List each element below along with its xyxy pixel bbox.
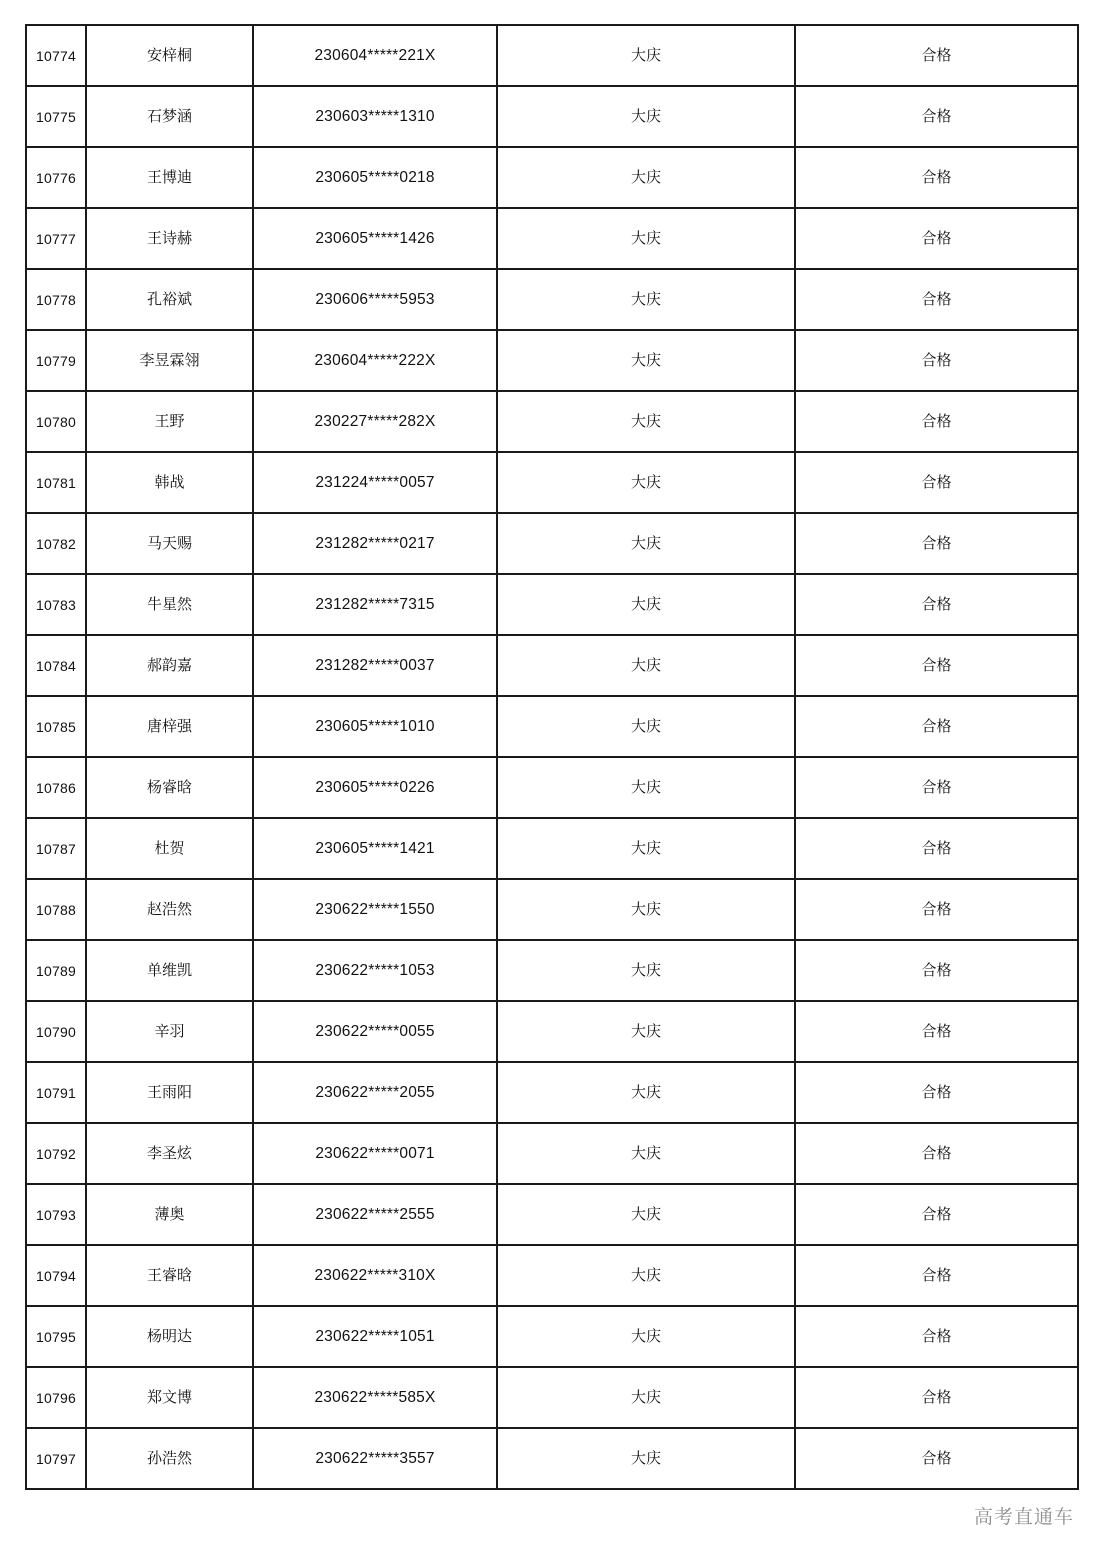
cell-result: 合格 — [795, 696, 1078, 757]
cell-serial-number: 10790 — [26, 1001, 86, 1062]
cell-serial-number: 10781 — [26, 452, 86, 513]
cell-serial-number: 10788 — [26, 879, 86, 940]
cell-serial-number: 10774 — [26, 25, 86, 86]
cell-result: 合格 — [795, 940, 1078, 1001]
table-row — [26, 879, 1078, 940]
cell-result: 合格 — [795, 25, 1078, 86]
cell-serial-number: 10775 — [26, 86, 86, 147]
cell-id-number: 230605*****1010 — [253, 696, 497, 757]
cell-name: 马天赐 — [86, 513, 253, 574]
cell-result: 合格 — [795, 86, 1078, 147]
cell-id-number: 230605*****0218 — [253, 147, 497, 208]
cell-serial-number: 10787 — [26, 818, 86, 879]
cell-id-number: 231282*****7315 — [253, 574, 497, 635]
cell-result: 合格 — [795, 757, 1078, 818]
cell-city: 大庆 — [497, 1123, 795, 1184]
table-row — [26, 1184, 1078, 1245]
cell-id-number: 230622*****3557 — [253, 1428, 497, 1489]
results-table-body — [26, 25, 1078, 1489]
cell-name: 单维凯 — [86, 940, 253, 1001]
cell-result: 合格 — [795, 1184, 1078, 1245]
cell-id-number: 230622*****2055 — [253, 1062, 497, 1123]
cell-city: 大庆 — [497, 513, 795, 574]
cell-name: 李圣炫 — [86, 1123, 253, 1184]
table-row — [26, 696, 1078, 757]
table-row — [26, 1245, 1078, 1306]
cell-result: 合格 — [795, 818, 1078, 879]
cell-city: 大庆 — [497, 86, 795, 147]
cell-result: 合格 — [795, 635, 1078, 696]
cell-result: 合格 — [795, 1367, 1078, 1428]
cell-city: 大庆 — [497, 574, 795, 635]
cell-result: 合格 — [795, 147, 1078, 208]
cell-result: 合格 — [795, 1306, 1078, 1367]
cell-serial-number: 10779 — [26, 330, 86, 391]
cell-serial-number: 10797 — [26, 1428, 86, 1489]
cell-id-number: 230227*****282X — [253, 391, 497, 452]
cell-id-number: 230604*****222X — [253, 330, 497, 391]
cell-city: 大庆 — [497, 696, 795, 757]
cell-city: 大庆 — [497, 1062, 795, 1123]
cell-serial-number: 10795 — [26, 1306, 86, 1367]
cell-id-number: 231224*****0057 — [253, 452, 497, 513]
cell-serial-number: 10780 — [26, 391, 86, 452]
cell-result: 合格 — [795, 1245, 1078, 1306]
cell-name: 孔裕斌 — [86, 269, 253, 330]
cell-id-number: 231282*****0037 — [253, 635, 497, 696]
table-row — [26, 86, 1078, 147]
table-row — [26, 513, 1078, 574]
cell-result: 合格 — [795, 513, 1078, 574]
table-row — [26, 269, 1078, 330]
cell-id-number: 230622*****2555 — [253, 1184, 497, 1245]
cell-city: 大庆 — [497, 879, 795, 940]
table-row — [26, 208, 1078, 269]
cell-id-number: 230605*****1421 — [253, 818, 497, 879]
cell-serial-number: 10792 — [26, 1123, 86, 1184]
cell-serial-number: 10793 — [26, 1184, 86, 1245]
cell-result: 合格 — [795, 269, 1078, 330]
cell-name: 赵浩然 — [86, 879, 253, 940]
cell-result: 合格 — [795, 1001, 1078, 1062]
table-row — [26, 25, 1078, 86]
cell-result: 合格 — [795, 391, 1078, 452]
cell-serial-number: 10776 — [26, 147, 86, 208]
cell-id-number: 230622*****585X — [253, 1367, 497, 1428]
table-row — [26, 818, 1078, 879]
cell-serial-number: 10786 — [26, 757, 86, 818]
watermark: 高考直通车 — [973, 1506, 1074, 1528]
cell-name: 石梦涵 — [86, 86, 253, 147]
cell-name: 安梓桐 — [86, 25, 253, 86]
cell-name: 王雨阳 — [86, 1062, 253, 1123]
results-table — [25, 24, 1079, 1490]
cell-name: 杨睿晗 — [86, 757, 253, 818]
cell-id-number: 230622*****1550 — [253, 879, 497, 940]
cell-result: 合格 — [795, 1062, 1078, 1123]
cell-name: 薄奥 — [86, 1184, 253, 1245]
cell-name: 杨明达 — [86, 1306, 253, 1367]
cell-serial-number: 10777 — [26, 208, 86, 269]
cell-result: 合格 — [795, 1123, 1078, 1184]
cell-name: 郑文博 — [86, 1367, 253, 1428]
cell-id-number: 230605*****1426 — [253, 208, 497, 269]
cell-result: 合格 — [795, 330, 1078, 391]
cell-id-number: 230604*****221X — [253, 25, 497, 86]
table-row — [26, 940, 1078, 1001]
cell-city: 大庆 — [497, 208, 795, 269]
cell-id-number: 230603*****1310 — [253, 86, 497, 147]
cell-city: 大庆 — [497, 330, 795, 391]
cell-id-number: 230622*****310X — [253, 1245, 497, 1306]
cell-city: 大庆 — [497, 25, 795, 86]
cell-name: 辛羽 — [86, 1001, 253, 1062]
cell-city: 大庆 — [497, 1245, 795, 1306]
cell-serial-number: 10789 — [26, 940, 86, 1001]
cell-city: 大庆 — [497, 1001, 795, 1062]
cell-id-number: 231282*****0217 — [253, 513, 497, 574]
cell-serial-number: 10778 — [26, 269, 86, 330]
cell-name: 王诗赫 — [86, 208, 253, 269]
cell-id-number: 230622*****1051 — [253, 1306, 497, 1367]
cell-name: 孙浩然 — [86, 1428, 253, 1489]
cell-id-number: 230605*****0226 — [253, 757, 497, 818]
cell-serial-number: 10784 — [26, 635, 86, 696]
cell-name: 李昱霖翎 — [86, 330, 253, 391]
cell-name: 韩战 — [86, 452, 253, 513]
cell-serial-number: 10794 — [26, 1245, 86, 1306]
cell-city: 大庆 — [497, 1306, 795, 1367]
cell-name: 王睿晗 — [86, 1245, 253, 1306]
cell-name: 王博迪 — [86, 147, 253, 208]
cell-city: 大庆 — [497, 1367, 795, 1428]
cell-name: 牛星然 — [86, 574, 253, 635]
cell-id-number: 230622*****0071 — [253, 1123, 497, 1184]
cell-result: 合格 — [795, 574, 1078, 635]
cell-result: 合格 — [795, 1428, 1078, 1489]
cell-name: 杜贺 — [86, 818, 253, 879]
cell-serial-number: 10785 — [26, 696, 86, 757]
cell-serial-number: 10783 — [26, 574, 86, 635]
cell-city: 大庆 — [497, 635, 795, 696]
table-row — [26, 1367, 1078, 1428]
table-row — [26, 757, 1078, 818]
cell-city: 大庆 — [497, 452, 795, 513]
cell-id-number: 230606*****5953 — [253, 269, 497, 330]
table-row — [26, 452, 1078, 513]
table-row — [26, 330, 1078, 391]
cell-city: 大庆 — [497, 757, 795, 818]
cell-city: 大庆 — [497, 391, 795, 452]
table-row — [26, 1306, 1078, 1367]
cell-name: 郝韵嘉 — [86, 635, 253, 696]
cell-name: 唐梓强 — [86, 696, 253, 757]
table-row — [26, 574, 1078, 635]
cell-result: 合格 — [795, 879, 1078, 940]
cell-serial-number: 10796 — [26, 1367, 86, 1428]
table-row — [26, 147, 1078, 208]
table-row — [26, 391, 1078, 452]
cell-id-number: 230622*****0055 — [253, 1001, 497, 1062]
table-row — [26, 635, 1078, 696]
table-row — [26, 1001, 1078, 1062]
table-row — [26, 1062, 1078, 1123]
cell-result: 合格 — [795, 208, 1078, 269]
cell-city: 大庆 — [497, 1184, 795, 1245]
cell-name: 王野 — [86, 391, 253, 452]
table-row — [26, 1428, 1078, 1489]
cell-city: 大庆 — [497, 940, 795, 1001]
cell-city: 大庆 — [497, 269, 795, 330]
cell-serial-number: 10782 — [26, 513, 86, 574]
table-row — [26, 1123, 1078, 1184]
cell-serial-number: 10791 — [26, 1062, 86, 1123]
cell-result: 合格 — [795, 452, 1078, 513]
cell-city: 大庆 — [497, 818, 795, 879]
cell-city: 大庆 — [497, 1428, 795, 1489]
cell-city: 大庆 — [497, 147, 795, 208]
cell-id-number: 230622*****1053 — [253, 940, 497, 1001]
